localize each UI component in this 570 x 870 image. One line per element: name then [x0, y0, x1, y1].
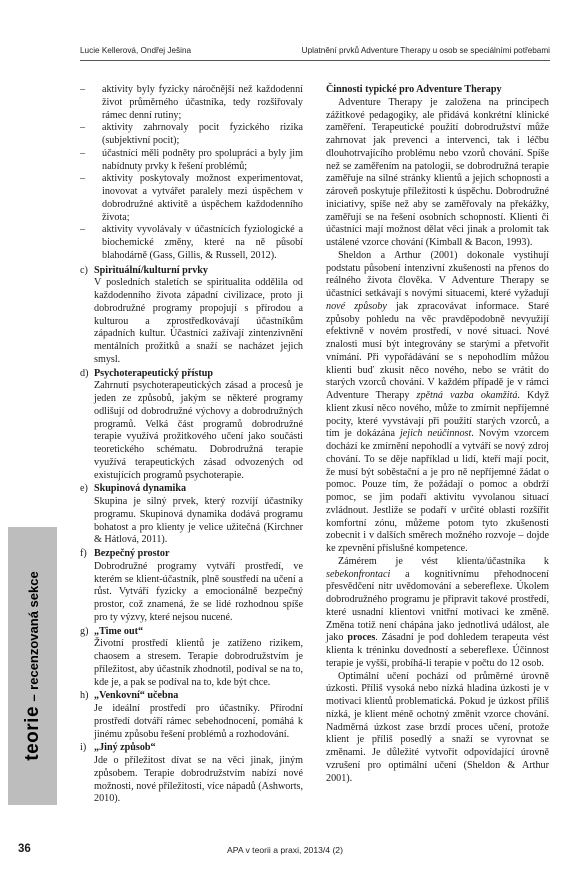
item-label: h): [80, 690, 89, 702]
item-text: Životní prostředí klientů je zatíženo rizikem, chaosem a stresem. Terapie dobrodružstvím je příležitost, aby účastník zhodnotil, podíval se na to, kde je, a pak se podíval na to, kde být chce.: [94, 638, 303, 688]
item-label: d): [80, 367, 89, 379]
item-title: „Time out“: [94, 625, 144, 637]
item-label: f): [80, 548, 87, 559]
item-text: Je ideální prostředí pro účastníky. Přírodní prostředí dotváří rámec sebehodnocení, pomáhá k jinému způsobu řešení problémů a rozhodování.: [94, 703, 303, 740]
item-psychotherapy: [80, 368, 303, 483]
item-label: e): [80, 483, 88, 495]
page-number: 36: [18, 843, 31, 855]
item-spiritual: [80, 265, 303, 367]
item-title: „Venkovní“ učebna: [94, 690, 179, 702]
text-run: jak zpracovávat informace. Staré způsoby pohledu na věc pravděpodobně nevyužijí efektivně v novém prostředí, v nové situaci. Nové znalosti musí být integrovány se starými a přetvořit vnímání. Při vypořádávání se s nepohodlím můžou klienti buď zkusit něco nového, nebo se vrátit do starých vzorců chování. V každém případě je v rámci Adventure Therapy: [326, 300, 549, 401]
bold-term: proces: [347, 632, 376, 644]
item-title: Psychoterapeutický přístup: [94, 367, 213, 379]
list-item: – aktivity byly fyzicky náročnější než každodenní život průměrného účastníka, tedy rozšiřovaly rámec denní rutiny;: [80, 84, 303, 122]
paragraph: [326, 250, 549, 556]
item-label: g): [80, 625, 89, 637]
item-title: Spirituální/kulturní prvky: [94, 264, 208, 276]
item-title: Skupinová dynamika: [94, 483, 187, 495]
emphasis: nové způsoby: [326, 300, 387, 312]
running-header-title: Uplatnění prvků Adventure Therapy u osob se speciálními potřebami: [301, 46, 550, 55]
journal-footer: APA v teorii a praxi, 2013/4 (2): [227, 845, 343, 855]
list-item: – účastníci měli podněty pro spolupráci a byly jim nabídnuty prvky k řešení problémů;: [80, 148, 303, 174]
running-header-authors: Lucie Kellerová, Ondřej Ješina: [80, 46, 192, 55]
item-label: i): [80, 742, 87, 754]
item-group-dynamics: [80, 483, 303, 547]
sidebar-dash: –: [25, 694, 41, 702]
item-safe-space: [80, 548, 303, 625]
paragraph: [326, 556, 549, 671]
item-text: Zahrnutí psychoterapeutických zásad a procesů je jeden ze způsobů, jakým se některé programy odlišují od dobrodružné výchovy a dobrodružných programů. Velká část programů dobrodružné terapie využívá prožitkového učení jako součásti teoretického schématu. Dobrodružná terapie využívá terapeutických zásad odvozených od existujících programů psychoterapie.: [94, 380, 303, 481]
text-run: Zámérem je vést klienta/účastníka k: [338, 555, 549, 567]
paragraph: Optimální učení pochází od průměrné úrovně úzkosti. Příliš vysoká nebo nízká hladina úzkosti je v motivaci klientů problematická. Pokud je úzkost příliš nízká, je klient méně ochotný změnit vzorce chování. Nadměrná úzkost zase brzdí proces učení, protože klient je příliš posedlý a snaží se vyrovnat se změnami. Je důležité vytvořit odpovídající úrovně vzrušení pro optimální učení (Sheldon & Arthur 2001).: [326, 670, 549, 784]
text-run: Sheldon a Arthur (2001) dokonale vystihují podstatu působení intenzivní zkušenosti na přenos do reálného života člověka. V Adventure Therapy se účastníci setkávají s novými situacemi, které vyžadují: [326, 249, 549, 299]
list-item: – aktivity vyvolávaly v účastnících fyziologické a biochemické změny, které na ně působí blahodárně (Gass, Gillis, & Russell, 2012).: [80, 224, 303, 262]
left-column: [80, 84, 303, 806]
text-run: a kognitivnímu přehodnocení přesvědčení nitr uvědomování a sebereflexe. Úkolem dobrodružného programu je připravit takové prostředí, které usnadní klientovi vnitřní motivaci ke změně. Změna totiž není chápána jako jednotlivá událost, ale jako: [326, 568, 549, 644]
item-title: Bezpečný prostor: [94, 548, 170, 559]
item-text: V posledních staletích se spiritualita oddělila od každodenního života západní civilizace, proto ji dobrodružné programy propojují s přírodou a kulturou a zprostředkovávají účastníkům západních kultur. Účastníci zažívají zintenzivnění mentálních prožitků a snaží se nacházet jejich smysl.: [94, 277, 303, 365]
right-column: [326, 84, 549, 785]
item-outdoor-classroom: [80, 690, 303, 741]
header-rule: [80, 60, 550, 61]
list-item: – aktivity zahrnovaly pocit fyzického rizika (subjektivní pocit);: [80, 122, 303, 148]
item-title: „Jiný způsob“: [94, 742, 156, 754]
sidebar-label: [22, 571, 44, 760]
emphasis: zpětná vazba okamžitá: [416, 390, 518, 401]
item-text: Jde o příležitost dívat se na věci jinak, jiným způsobem. Terapie dobrodružstvím nabízí nové možnosti, nové příležitosti, více nápadů (Ashworts, 2010).: [94, 755, 303, 805]
criteria-list: [80, 84, 303, 263]
item-label: c): [80, 264, 88, 276]
item-other-way: [80, 742, 303, 806]
section-heading: Činnosti typické pro Adventure Therapy: [326, 84, 502, 95]
sidebar-sub: recenzovaná sekce: [25, 571, 41, 690]
section-sidebar: [8, 527, 57, 805]
emphasis: sebekonfrontaci: [326, 568, 391, 580]
emphasis: jejich neúčinnost: [399, 428, 472, 440]
item-time-out: [80, 626, 303, 690]
item-text: Dobrodružné programy vytváří prostředí, ve kterém se klient-účastník, plně soustředí na učení a růst. Vytváří fyzicky a emocionálně bezpečný prostor, což znamená, že se lidé rozhodnou spíše pro ty výzvy, které nejsou nucené.: [94, 560, 303, 623]
text-run: . Když klient zkusí něco nového, může to zmírnit nepříjemné pocity, které vyvstávají při použití starých vzorců, a tím je dokázána: [326, 390, 549, 440]
sidebar-main: teorie: [21, 705, 43, 761]
item-text: Skupina je silný prvek, který rozvíjí účastníky programu. Skupinová dynamika dodává programu bohatost a pro klienty je velice užitečná (Kirchner & Hátlová, 2011).: [94, 496, 303, 546]
list-item: – aktivity poskytovaly možnost experimentovat, inovovat a vytvářet paralely mezi úspěchem v dobrodružné aktivitě a úspěchem každodenního života;: [80, 173, 303, 224]
paragraph: Adventure Therapy je založena na principech zážitkové pedagogiky, ale přidává konkrétní klinické zaměření. Terapeutické použití dobrodružství může zahrnovat jak prevenci a intervenci, tak i léčbu dlouhotrvajícího problému nebo vzorů chování. Spíše než se zaměřením na patologii, se dobrodružná terapie zaměřuje na silné stránky klientů a jejich schopnosti a zároveň poskytuje příležitosti k úspěchu. Dobrodružné iniciativy, spíše než aby se zaměřovaly na překážky, zaměřují se na řešení osobních schopností. Klienti či účastníci mají možnost dělat věci jinak a prolomit tak ustálené vzorce chování (Kimball & Bacon, 1993).: [326, 96, 549, 248]
text-run: . Zásadní je pod dohledem terapeuta vést klienta k tréninku dovedností a sebereflexe. Účinnost terapie je vyšší, probíhá-li terapie v počtu do 12 osob.: [326, 632, 549, 669]
text-run: . Novým vzorcem dochází ke zmírnění nepohodlí a vytváří se nový zdroj chování. To se děje například u lidí, kteří mají pocit, že musí být soběstační a je pro ně nepříjemné žádat o pomoc. Pouze tím, že požádají o pomoc a obdrží pomoc, se jim podaří aktivitu vyvolanou situací zvládnout. Jestliže se podaří v určité oblasti rozšířit komfortní zónu, můžeme potom tyto zkušenosti zobecnit i v dalších směrech možného rozvoje – dojde ke zpevnění příslušné kompetence.: [326, 428, 549, 554]
